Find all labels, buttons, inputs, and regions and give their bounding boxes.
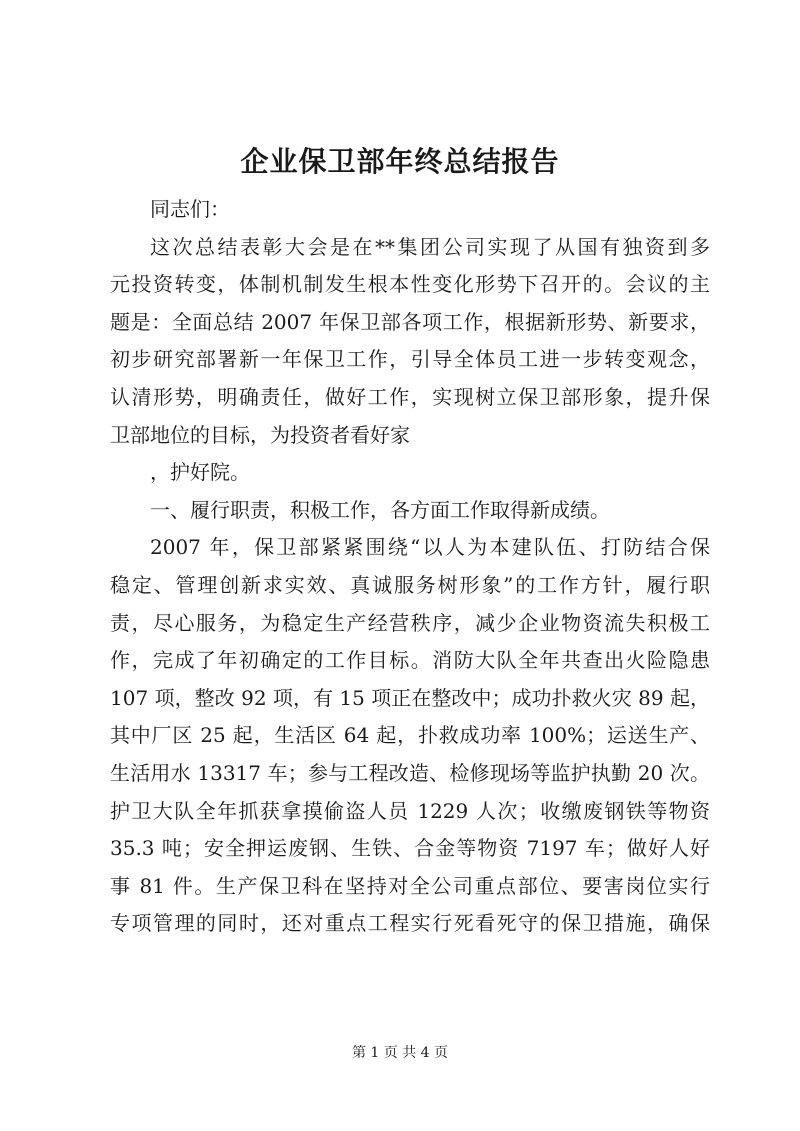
paragraph-line: 元投资转变，体制机制发生根本性变化形势下召开的。会议的主 [110, 272, 710, 297]
paragraph-line: 责，尽心服务，为稳定生产经营秩序，减少企业物资流失积极工 [110, 610, 710, 635]
paragraph-line: 护卫大队全年抓获拿摸偷盗人员 1229 人次；收缴废钢铁等物资 [110, 798, 710, 823]
paragraph-line: 稳定、管理创新求实效、真诚服务树形象”的工作方针，履行职 [110, 572, 710, 597]
paragraph-line: 事 81 件。生产保卫科在坚持对全公司重点部位、要害岗位实行 [110, 873, 710, 898]
document-title: 企业保卫部年终总结报告 [240, 145, 560, 178]
paragraph-line: 生活用水 13317 车；参与工程改造、检修现场等监护执勤 20 次。 [110, 760, 710, 785]
section-heading: 一、履行职责，积极工作，各方面工作取得新成绩。 [150, 497, 610, 522]
page-footer: 第 1 页 共 4 页 [351, 1045, 449, 1061]
paragraph-line: 这次总结表彰大会是在**集团公司实现了从国有独资到多 [150, 234, 710, 259]
paragraph-line: 2007 年，保卫部紧紧围绕“以人为本建队伍、打防结合保 [150, 535, 710, 560]
paragraph-line: 107 项，整改 92 项，有 15 项正在整改中；成功扑救火灾 89 起， [110, 685, 710, 710]
paragraph-line: 作，完成了年初确定的工作目标。消防大队全年共查出火险隐患 [110, 648, 710, 673]
paragraph-line: 35.3 吨；安全押运废钢、生铁、合金等物资 7197 车；做好人好 [110, 836, 710, 861]
paragraph-line: 认清形势，明确责任，做好工作，实现树立保卫部形象，提升保 [110, 384, 710, 409]
paragraph-line: 初步研究部署新一年保卫工作，引导全体员工进一步转变观念， [110, 347, 710, 372]
paragraph-line: 卫部地位的目标，为投资者看好家 [110, 422, 410, 447]
paragraph-line: 其中厂区 25 起，生活区 64 起，扑救成功率 100%；运送生产、 [110, 723, 710, 748]
paragraph-line: 专项管理的同时，还对重点工程实行死看死守的保卫措施，确保 [110, 911, 710, 936]
paragraph-line: 题是：全面总结 2007 年保卫部各项工作，根据新形势、新要求， [110, 309, 710, 334]
paragraph-line: ，护好院。 [150, 460, 250, 485]
salutation-line: 同志们： [150, 197, 230, 221]
document-body [110, 191, 710, 943]
